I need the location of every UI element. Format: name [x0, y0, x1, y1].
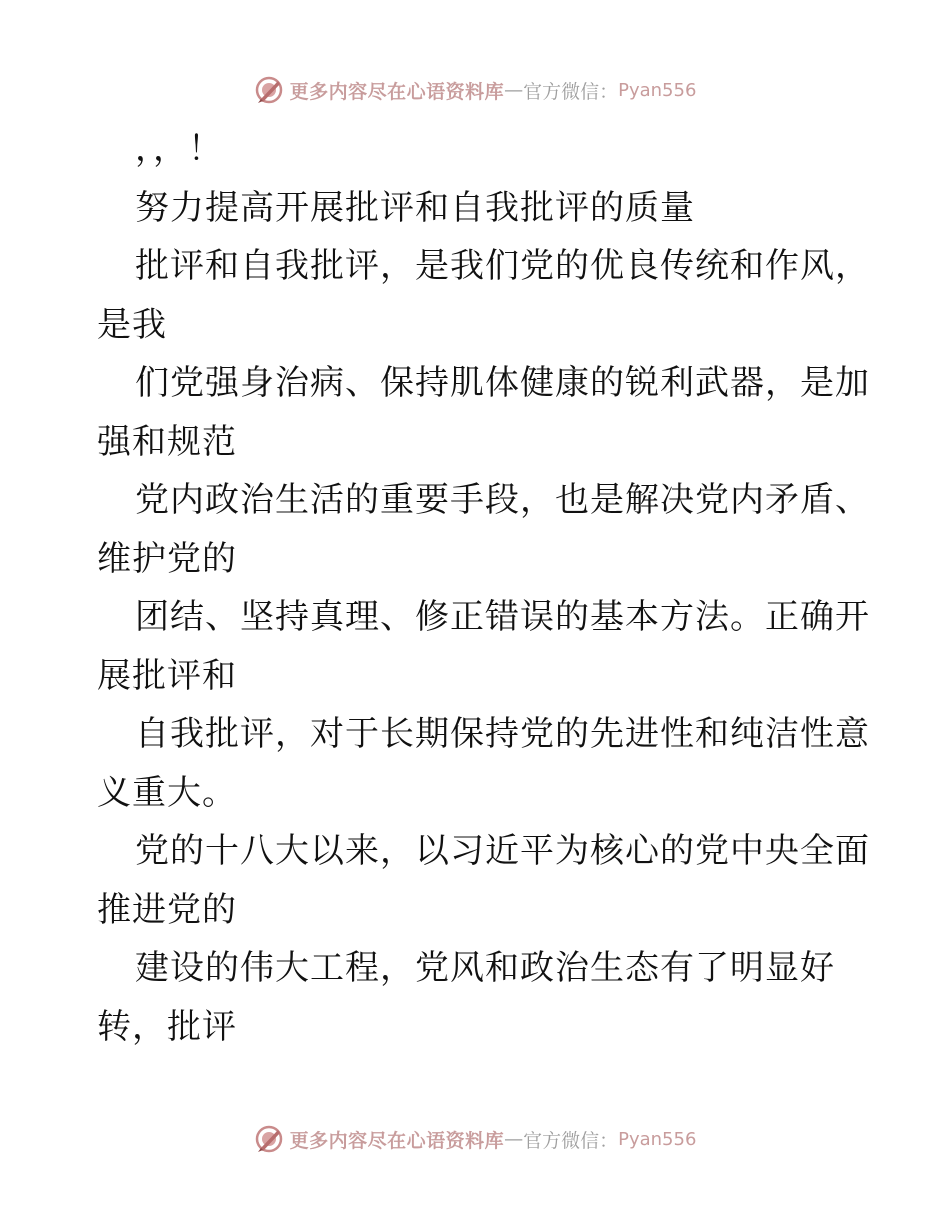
- banner-wechat-id: Pyan556: [618, 1128, 697, 1150]
- text-line: 自我批评，对于长期保持党的先进性和纯洁性意: [135, 714, 870, 754]
- banner-label: 官方微信：: [523, 80, 619, 103]
- pen-logo-icon: [254, 75, 284, 105]
- banner-label: 官方微信：: [523, 1129, 619, 1152]
- document-body: [97, 120, 870, 1056]
- text-line: ，，！: [135, 129, 223, 169]
- text-line: 转，批评: [97, 1006, 237, 1047]
- header-banner: [0, 70, 950, 110]
- text-line: 建设的伟大工程，党风和政治生态有了明显好: [135, 948, 835, 988]
- text-line: 展批评和: [97, 655, 237, 696]
- footer-banner: [0, 1119, 950, 1159]
- banner-dash: —: [504, 79, 524, 101]
- banner-dash: —: [504, 1128, 524, 1150]
- text-line: 党的十八大以来，以习近平为核心的党中央全面: [135, 831, 870, 871]
- text-line: 强和规范: [97, 421, 237, 462]
- text-line: 努力提高开展批评和自我批评的质量: [135, 187, 695, 228]
- text-line: 批评和自我批评，是我们党的优良传统和作风，: [135, 246, 870, 286]
- text-line: 推进党的: [97, 889, 237, 930]
- pen-logo-icon: [254, 1124, 284, 1154]
- text-line: 团结、坚持真理、修正错误的基本方法。正确开: [135, 597, 870, 637]
- banner-wechat-id: Pyan556: [618, 79, 697, 101]
- text-line: 维护党的: [97, 538, 237, 579]
- banner-main-text: 更多内容尽在心语资料库: [289, 1129, 505, 1152]
- text-line: 是我: [97, 304, 167, 345]
- banner-main-text: 更多内容尽在心语资料库: [289, 80, 505, 103]
- text-line: 义重大。: [97, 772, 237, 813]
- text-line: 党内政治生活的重要手段，也是解决党内矛盾、: [135, 480, 870, 520]
- text-line: 们党强身治病、保持肌体健康的锐利武器，是加: [135, 363, 870, 403]
